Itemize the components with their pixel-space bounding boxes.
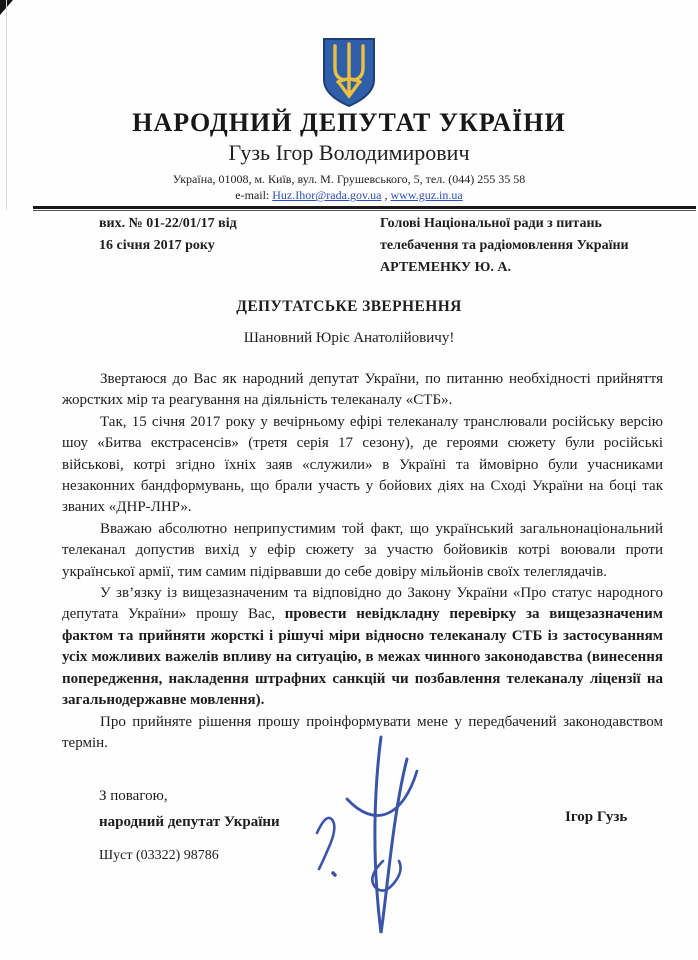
addressee-line-2: телебачення та радіомовлення України bbox=[380, 238, 629, 253]
email-label: e-mail: bbox=[235, 188, 270, 202]
paragraph-1: Звертаюся до Вас як народний депутат України, по питанню необхідності прийняття жорстких мір та реагування на діяльність телеканалу «СТБ». bbox=[62, 371, 663, 409]
email-link[interactable]: Huz.Ihor@rada.gov.ua bbox=[272, 188, 382, 202]
letterhead-divider bbox=[33, 206, 696, 209]
handwritten-signature bbox=[295, 733, 455, 948]
paragraph-2: Так, 15 січня 2017 року у вечірньому ефірі телеканалу транслювали російську версію шоу «Битва екстрасенсів» (третя серія 17 сезону), де героями сюжету були російські військові, котрі згідно їхніх заяв «служили» в Україні та ймовірно були учасниками незаконних бандформувань, що брали участь у бойових діях на Сході України на боці так званих «ДНР-ЛНР». bbox=[62, 413, 663, 516]
reference-number: вих. № 01-22/01/17 від bbox=[99, 216, 237, 231]
letterhead-title: НАРОДНИЙ ДЕПУТАТ УКРАЇНИ bbox=[132, 108, 566, 137]
website-link[interactable]: www.guz.in.ua bbox=[390, 188, 463, 202]
paragraph-5: Про прийняте рішення прошу проінформувати мене у передбачений законодавством термін. bbox=[62, 713, 663, 751]
salutation: Шановний Юріє Анатолійовичу! bbox=[243, 330, 455, 346]
document-title: ДЕПУТАТСЬКЕ ЗВЕРНЕННЯ bbox=[236, 298, 462, 315]
reference-date: 16 січня 2017 року bbox=[99, 238, 215, 253]
deputy-name: Гузь Ігор Володимирович bbox=[228, 140, 470, 165]
closing-phrase: З повагою, bbox=[99, 788, 168, 804]
paragraph-4 bbox=[62, 583, 663, 711]
paragraph-3: Вважаю абсолютно неприпустимим той факт, що український загальнонаціональний телеканал допустив вихід у ефір сюжету за участю бойовиків котрі воювали проти української армії, тим самим підірвавши до себе довіру мільйонів своїх телеглядачів. bbox=[62, 520, 663, 580]
paragraph-4-demand: провести невідкладну перевірку за вищезазначеним фактом та прийняти жорсткі і рішучі міри відносно телеканалу СТБ із застосуванням усіх можливих важелів впливу на ситуацію, в межах чинного законодавства (винесення попередження, накладення штрафних санкцій чи позбавлення телеканалу ліцензії на загальнодержавне мовлення). bbox=[62, 606, 663, 709]
paragraph-4-regular: У зв’язку із вищезазначеним та відповідно до Закону України «Про статус народного депутата України» прошу Вас, bbox=[62, 585, 663, 623]
letterhead-address: Україна, 01008, м. Київ, вул. М. Грушевського, 5, тел. (044) 255 35 58 bbox=[172, 172, 526, 186]
outgoing-reference bbox=[99, 213, 237, 257]
addressee-line-1: Голові Національної ради з питань bbox=[380, 216, 602, 231]
links-separator: , bbox=[381, 188, 391, 202]
addressee-line-3: АРТЕМЕНКУ Ю. А. bbox=[380, 260, 511, 275]
ukraine-trident-emblem bbox=[322, 38, 376, 108]
letter-body bbox=[62, 369, 663, 754]
addressee-block bbox=[380, 213, 629, 279]
signer-position: народний депутат України bbox=[99, 814, 280, 830]
letterhead-contacts bbox=[0, 188, 698, 203]
signer-name: Ігор Гузь bbox=[565, 809, 628, 825]
closing-block bbox=[99, 783, 280, 835]
executor-contact: Шуст (03322) 98786 bbox=[99, 848, 219, 863]
